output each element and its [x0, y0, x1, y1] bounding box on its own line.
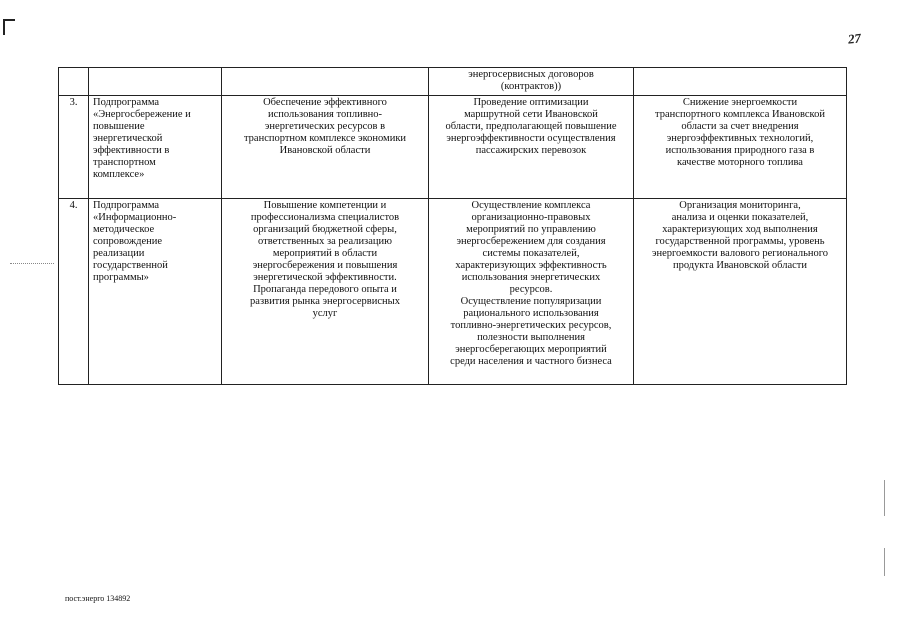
row-number-cell: 3. — [59, 96, 89, 199]
task-cell: Повышение компетенции и профессионализма специалистов организаций бюджетной сферы, ответственных за реализацию мероприятий в области энергосбережения и повышения энергетической эффективности. Пропаганда передового опыта и развития рынка энергосервисных услуг — [222, 199, 429, 385]
scan-artifact-line — [10, 263, 54, 264]
corner-crop-mark-vertical — [3, 19, 5, 35]
task-cell — [222, 68, 429, 96]
scan-edge-mark — [884, 548, 885, 576]
measures-cell: Проведение оптимизации маршрутной сети Ивановской области, предполагающей повышение энергоэффективности осуществления пассажирских перевозок — [429, 96, 634, 199]
measures-cell: энергосервисных договоров (контрактов)) — [429, 68, 634, 96]
scan-edge-mark — [884, 480, 885, 516]
subprogram-name-cell: Подпрограмма «Энергосбережение и повышение энергетической эффективности в транспортном комплексе» — [89, 96, 222, 199]
results-cell: Снижение энергоемкости транспортного комплекса Ивановской области за счет внедрения энергоэффективных технологий, использования природного газа в качестве моторного топлива — [634, 96, 847, 199]
table-row — [59, 68, 847, 96]
program-table — [58, 67, 847, 385]
page-number: 27 — [847, 30, 862, 47]
row-number-cell — [59, 68, 89, 96]
row-number-cell: 4. — [59, 199, 89, 385]
results-cell — [634, 68, 847, 96]
task-cell: Обеспечение эффективного использования топливно- энергетических ресурсов в транспортном комплексе экономики Ивановской области — [222, 96, 429, 199]
subprogram-name-cell — [89, 68, 222, 96]
table-row — [59, 199, 847, 385]
subprogram-name-cell: Подпрограмма «Информационно- методическое сопровождение реализации государственной программы» — [89, 199, 222, 385]
document-footer-code: пост.энерго 134892 — [65, 594, 131, 603]
results-cell: Организация мониторинга, анализа и оценки показателей, характеризующих ход выполнения государственной программы, уровень энергоемкости валового регионального продукта Ивановской области — [634, 199, 847, 385]
measures-cell: Осуществление комплекса организационно-правовых мероприятий по управлению энергосбережением для создания системы показателей, характеризующих эффективность использования энергетических ресурсов. Осуществление популяризации рационального использования топливно-энергетических ресурсов, полезности выполнения энергосберегающих мероприятий среди населения и частного бизнеса — [429, 199, 634, 385]
table-row — [59, 96, 847, 199]
